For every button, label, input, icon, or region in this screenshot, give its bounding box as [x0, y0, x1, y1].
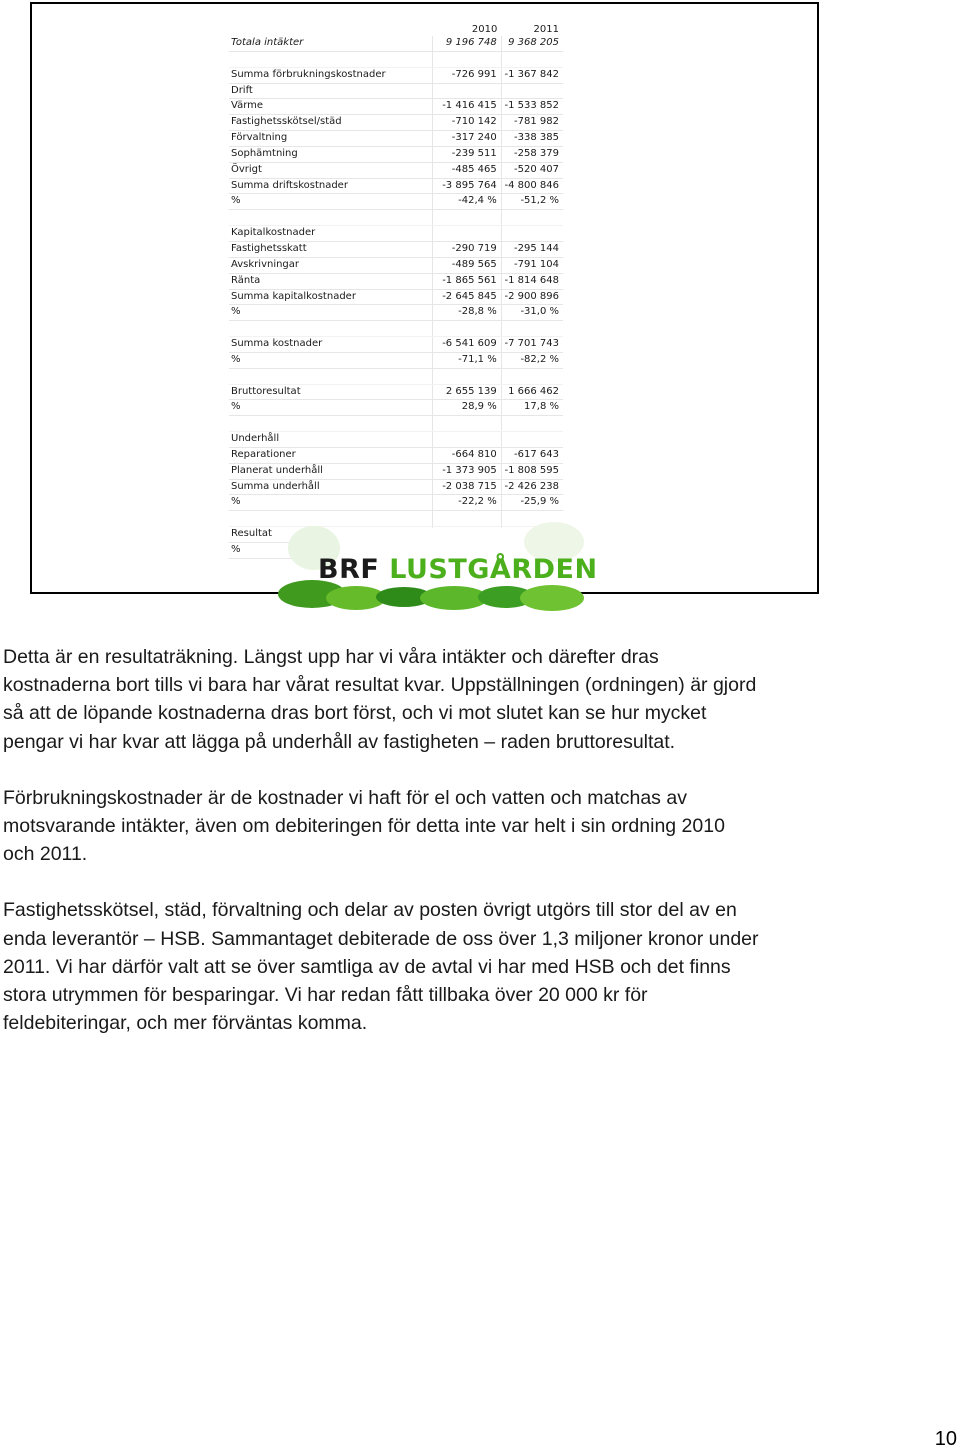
notes-paragraph-2 [3, 784, 903, 869]
value-2011-cell: -791 104 [514, 258, 559, 270]
row-label-cell: % [229, 400, 433, 415]
value-2011-cell: 17,8 % [524, 401, 559, 413]
row-label-cell: % [229, 495, 433, 510]
slide-thumbnail [30, 2, 819, 594]
value-2010-cell [433, 52, 502, 67]
header-label-cell [229, 24, 433, 36]
value-2010-cell [433, 432, 502, 447]
speaker-notes [3, 643, 903, 1065]
table-row [229, 194, 563, 210]
value-2011-cell [502, 321, 563, 336]
table-header [229, 24, 563, 36]
table-row [229, 495, 563, 511]
value-2010-cell: -489 565 [433, 258, 502, 273]
table-row [229, 258, 563, 274]
table-row [229, 416, 563, 432]
value-2010-cell [433, 210, 502, 225]
value-2010-cell: -2 038 715 [433, 480, 502, 495]
row-label-cell: Summa förbrukningskostnader [229, 68, 433, 83]
notes-line: kostnaderna bort tills vi bara har vårat resultat kvar. Uppställningen (ordningen) är gjord [3, 674, 757, 697]
table-row [229, 321, 563, 337]
value-2010-cell: -71,1 % [433, 353, 502, 368]
row-label-cell: Fastighetsskatt [229, 242, 433, 257]
table-row [229, 36, 563, 52]
notes-line: stora utrymmen för besparingar. Vi har redan fått tillbaka över 20 000 kr för [3, 984, 648, 1007]
value-2011-cell: -1 814 648 [504, 274, 559, 286]
value-2010-cell: 2 655 139 [433, 385, 502, 400]
value-2010-cell: -1 373 905 [433, 464, 502, 479]
value-2011-cell: -2 900 896 [504, 290, 559, 302]
row-label-cell: Bruttoresultat [229, 385, 433, 400]
row-label-cell: Övrigt [229, 163, 433, 178]
table-row [229, 68, 563, 84]
row-label-cell: % [229, 305, 433, 320]
row-label-cell: Summa driftskostnader [229, 179, 433, 194]
table-row [229, 226, 563, 242]
value-2011-cell: -1 367 842 [504, 68, 559, 80]
notes-line: 2011. Vi har därför valt att se över samtliga av de avtal vi har med HSB och det finns [3, 955, 731, 978]
table-row [229, 290, 563, 306]
table-row [229, 369, 563, 385]
value-2011-cell: -617 643 [514, 448, 559, 460]
value-2011-cell: -82,2 % [520, 353, 559, 365]
value-2011-cell [502, 416, 563, 431]
logo-word-lustgarden: LUSTGÅRDEN [389, 554, 598, 585]
value-2010-cell: -2 645 845 [433, 290, 502, 305]
value-2010-cell: -1 416 415 [433, 99, 502, 114]
value-2010-cell: -239 511 [433, 147, 502, 162]
value-2011-cell: -520 407 [514, 163, 559, 175]
notes-line: feldebiteringar, och mer förväntas komma. [3, 1012, 368, 1035]
row-label-cell [229, 321, 433, 336]
notes-line: enda leverantör – HSB. Sammantaget debiterade de oss över 1,3 miljoner kronor under [3, 927, 759, 950]
row-label-cell [229, 511, 433, 526]
value-2011-cell: -1 533 852 [504, 100, 559, 112]
value-2011-cell [502, 84, 563, 99]
row-label-cell [229, 210, 433, 225]
row-label-cell [229, 52, 433, 67]
table-row [229, 52, 563, 68]
value-2010-cell: -317 240 [433, 131, 502, 146]
value-2011-cell: -1 808 595 [504, 464, 559, 476]
table-row [229, 210, 563, 226]
table-row [229, 179, 563, 195]
notes-line: så att de löpande kostnaderna dras bort först, och vi mot slutet kan se hur mycket [3, 702, 707, 725]
value-2011-cell: -258 379 [514, 147, 559, 159]
brf-lustgarden-logo [294, 528, 598, 594]
row-label-cell: Drift [229, 84, 433, 99]
value-2010-cell: -22,2 % [433, 495, 502, 510]
table-row [229, 353, 563, 369]
value-2010-cell: 9 196 748 [433, 36, 502, 51]
table-row [229, 385, 563, 401]
table-row [229, 115, 563, 131]
table-row [229, 99, 563, 115]
value-2011-cell: 9 368 205 [508, 37, 559, 48]
row-label-cell: % [229, 543, 433, 558]
logo-text [318, 554, 598, 585]
value-2010-cell [433, 416, 502, 431]
row-label-cell: Summa kostnader [229, 337, 433, 352]
row-label-cell: Summa underhåll [229, 480, 433, 495]
table-row [229, 511, 563, 527]
notes-paragraph-1 [3, 643, 903, 756]
value-2011-cell: -7 701 743 [504, 338, 559, 350]
value-2010-cell: -664 810 [433, 448, 502, 463]
value-2011-cell: -295 144 [514, 242, 559, 254]
value-2011-cell: -51,2 % [520, 195, 559, 207]
notes-line: motsvarande intäkter, även om debiteringen för detta inte var helt i sin ordning 2010 [3, 815, 725, 838]
value-2011-cell [502, 432, 563, 447]
header-year-2010: 2010 [471, 24, 498, 35]
value-2010-cell: -726 991 [433, 68, 502, 83]
value-2011-cell: -25,9 % [520, 496, 559, 508]
table-row [229, 242, 563, 258]
table-row [229, 147, 563, 163]
value-2010-cell: -28,8 % [433, 305, 502, 320]
value-2011-cell [502, 226, 563, 241]
notes-line: och 2011. [3, 843, 88, 866]
row-label-cell: Resultat [229, 527, 433, 542]
table-row [229, 480, 563, 496]
table-row [229, 432, 563, 448]
value-2010-cell: -485 465 [433, 163, 502, 178]
row-label-cell [229, 369, 433, 384]
page-number: 10 [934, 1428, 957, 1450]
value-2011-cell: -338 385 [514, 132, 559, 144]
value-2010-cell: -3 895 764 [433, 179, 502, 194]
value-2010-cell: -42,4 % [433, 194, 502, 209]
value-2010-cell: -1 865 561 [433, 274, 502, 289]
row-label-cell: Summa kapitalkostnader [229, 290, 433, 305]
table-row [229, 305, 563, 321]
notes-line: pengar vi har kvar att lägga på underhåll av fastigheten – raden bruttoresultat. [3, 730, 676, 753]
notes-paragraph-3 [3, 896, 903, 1037]
table-row [229, 84, 563, 100]
value-2010-cell [433, 369, 502, 384]
table-row [229, 337, 563, 353]
value-2011-cell: -31,0 % [520, 306, 559, 318]
value-2011-cell: -4 800 846 [504, 179, 559, 191]
row-label-cell: Underhåll [229, 432, 433, 447]
row-label-cell: Sophämtning [229, 147, 433, 162]
value-2011-cell [502, 52, 563, 67]
logo-word-brf: BRF [318, 554, 380, 585]
table-row [229, 274, 563, 290]
row-label-cell: Avskrivningar [229, 258, 433, 273]
value-2011-cell: -2 426 238 [504, 480, 559, 492]
value-2011-cell: 1 666 462 [508, 385, 559, 397]
row-label-cell: Förvaltning [229, 131, 433, 146]
row-label-cell: Värme [229, 99, 433, 114]
row-label-cell: Kapitalkostnader [229, 226, 433, 241]
table-row [229, 400, 563, 416]
table-row [229, 163, 563, 179]
value-2011-cell [502, 210, 563, 225]
value-2011-cell: -781 982 [514, 116, 559, 128]
row-label-cell [229, 416, 433, 431]
value-2010-cell [433, 321, 502, 336]
row-label-cell: Ränta [229, 274, 433, 289]
table-row [229, 464, 563, 480]
value-2011-cell [502, 369, 563, 384]
income-statement-table [229, 24, 563, 559]
value-2010-cell [433, 84, 502, 99]
table-body [229, 36, 563, 559]
table-row [229, 131, 563, 147]
value-2010-cell: 28,9 % [433, 400, 502, 415]
value-2010-cell [433, 511, 502, 526]
header-year-2011: 2011 [533, 24, 559, 35]
notes-line: Detta är en resultaträkning. Längst upp har vi våra intäkter och därefter dras [3, 646, 659, 668]
value-2010-cell: -710 142 [433, 115, 502, 130]
row-label-cell: Fastighetsskötsel/städ [229, 115, 433, 130]
notes-line: Fastighetsskötsel, städ, förvaltning och delar av posten övrigt utgörs till stor del av en [3, 899, 737, 922]
row-label-cell: Totala intäkter [229, 36, 433, 51]
row-label-cell: Reparationer [229, 448, 433, 463]
row-label-cell: Planerat underhåll [229, 464, 433, 479]
notes-line: Förbrukningskostnader är de kostnader vi haft för el och vatten och matchas av [3, 786, 687, 809]
row-label-cell: % [229, 194, 433, 209]
value-2010-cell: -290 719 [433, 242, 502, 257]
value-2010-cell [433, 226, 502, 241]
row-label-cell: % [229, 353, 433, 368]
value-2010-cell: -6 541 609 [433, 337, 502, 352]
table-row [229, 448, 563, 464]
